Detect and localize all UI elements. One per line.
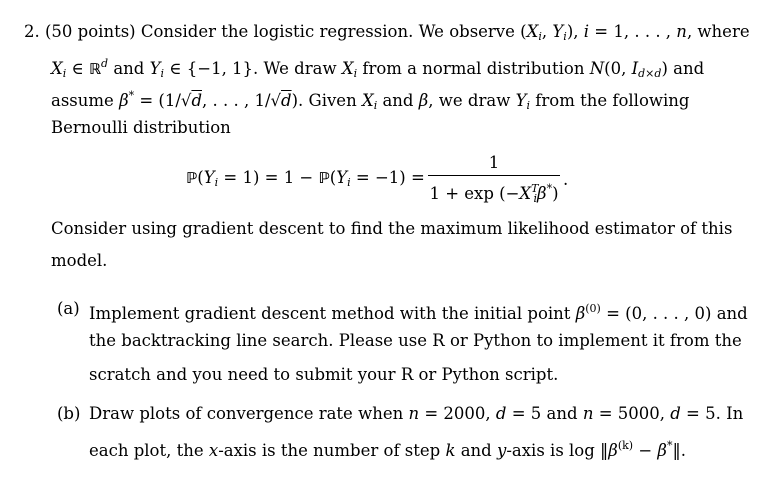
fraction-bar	[428, 175, 560, 176]
sup-0: (0)	[585, 302, 601, 315]
var-n: n	[676, 22, 687, 41]
var-beta: β	[119, 91, 129, 110]
var-k: k	[445, 441, 456, 460]
var-X: X	[341, 59, 354, 78]
eq-part: = 1) = 1 −	[218, 168, 319, 187]
from-text: from a normal distribution	[357, 59, 590, 78]
and-text: and	[108, 59, 150, 78]
part-a-line-3: scratch and you need to submit your R or Python script.	[89, 365, 559, 384]
part-b-text: = 5000,	[593, 404, 671, 423]
assume-text: assume	[51, 91, 120, 110]
sup-star: *	[546, 182, 553, 195]
var-Y: Y	[149, 59, 161, 78]
sub-i: i	[353, 67, 358, 80]
problem-line-5: Consider using gradient descent to find the maximum likelihood estimator of this	[51, 219, 733, 238]
fraction-numerator: 1	[488, 153, 500, 172]
set-text: ∈ {−1, 1}. We draw	[164, 59, 342, 78]
sup-star: *	[128, 89, 135, 102]
var-Y: Y	[515, 91, 527, 110]
ellipsis: , . . . , 1/√	[202, 91, 282, 110]
sub-i: i	[62, 67, 67, 80]
part-b-text: = 2000,	[419, 404, 496, 423]
problem-points: (50 points)	[45, 22, 136, 41]
part-a-text: Implement gradient descent method with the initial point	[89, 304, 576, 323]
and-text: ) and	[661, 59, 705, 78]
eq-part: = −1) =	[350, 168, 425, 187]
problem-line-1	[24, 22, 750, 47]
part-a-line-1	[89, 299, 748, 324]
sup-T: T	[531, 182, 539, 195]
part-b-text: and	[455, 441, 497, 460]
var-N: N	[589, 59, 605, 78]
fraction-denominator	[428, 178, 560, 210]
sup-d: d	[101, 57, 109, 70]
den-part: 1 + exp (−	[429, 184, 520, 203]
problem-number: 2.	[24, 22, 40, 41]
norm-close: ‖.	[672, 441, 686, 460]
var-Y: Y	[203, 168, 215, 187]
var-beta: β	[608, 441, 618, 460]
sub-i: i	[214, 176, 219, 189]
part-b-line-1	[89, 404, 743, 424]
paren: (	[197, 168, 204, 187]
part-b-text: = 5 and	[506, 404, 583, 423]
var-Y: Y	[552, 22, 564, 41]
sub-i: i	[160, 67, 165, 80]
sub-dxd: d×d	[638, 67, 662, 80]
comma: ,	[541, 22, 553, 41]
problem-line-6: model.	[51, 251, 108, 270]
var-beta: β	[657, 441, 667, 460]
intro-text: Consider the logistic regression. We observe (	[140, 22, 527, 41]
var-x: x	[208, 441, 219, 460]
in-symbol: ∈	[66, 59, 89, 78]
sub-i: i	[347, 176, 351, 189]
beta-def: = (1/√	[134, 91, 192, 110]
var-X: X	[361, 91, 374, 110]
problem-line-2	[51, 54, 704, 84]
var-beta: β	[537, 184, 547, 203]
normal-args: (0,	[604, 59, 632, 78]
part-b-text: Draw plots of convergence rate when	[89, 404, 409, 423]
var-d: d	[495, 404, 507, 423]
prob-symbol: ℙ	[186, 169, 198, 187]
problem-line-3	[51, 86, 689, 116]
paren: )	[552, 184, 559, 203]
var-X: X	[526, 22, 539, 41]
where-text: , where	[686, 22, 750, 41]
part-b-text: each plot, the	[89, 441, 209, 460]
var-d: d	[281, 91, 292, 110]
reals-symbol: ℝ	[89, 60, 102, 78]
fraction	[428, 152, 560, 210]
sub-i: i	[538, 30, 542, 43]
part-a-text: = (0, . . . , 0) and	[600, 304, 748, 323]
var-beta: β	[575, 304, 586, 323]
and-text: and	[377, 91, 419, 110]
part-a-label: (a)	[57, 299, 80, 318]
from-text: from the following	[530, 91, 690, 110]
var-X: X	[51, 59, 63, 78]
var-beta: β	[418, 91, 429, 110]
var-I: I	[631, 59, 639, 78]
equation-lhs	[186, 168, 425, 189]
part-b-text: -axis is log ‖	[506, 441, 609, 460]
sub-i: i	[373, 99, 378, 112]
var-d: d	[191, 91, 202, 110]
part-b-label: (b)	[57, 404, 81, 423]
draw-text: , we draw	[428, 91, 516, 110]
var-n: n	[408, 404, 420, 423]
var-n: n	[582, 404, 594, 423]
var-i: i	[583, 22, 590, 41]
sub-i: i	[533, 192, 538, 205]
prob-symbol: ℙ	[318, 169, 330, 187]
sub-i: i	[526, 99, 531, 112]
var-d: d	[670, 404, 681, 423]
var-Y: Y	[336, 168, 348, 187]
problem-line-4: Bernoulli distribution	[51, 118, 231, 137]
sub-i: i	[563, 30, 567, 43]
equation-period: .	[563, 170, 569, 189]
part-b-text: = 5. In	[680, 404, 744, 423]
var-X: X	[519, 184, 532, 203]
close-paren: ),	[566, 22, 579, 41]
part-a-line-2: the backtracking line search. Please use R or Python to implement it from the	[89, 331, 742, 350]
minus: −	[633, 441, 658, 460]
given-text: ). Given	[291, 91, 362, 110]
paren: (	[329, 168, 337, 187]
sup-star: *	[666, 439, 673, 452]
sup-k: (k)	[617, 439, 634, 452]
index-range: = 1, . . . ,	[589, 22, 677, 41]
part-b-line-2	[89, 436, 686, 461]
var-y: y	[497, 441, 507, 460]
part-b-text: -axis is the number of step	[218, 441, 446, 460]
